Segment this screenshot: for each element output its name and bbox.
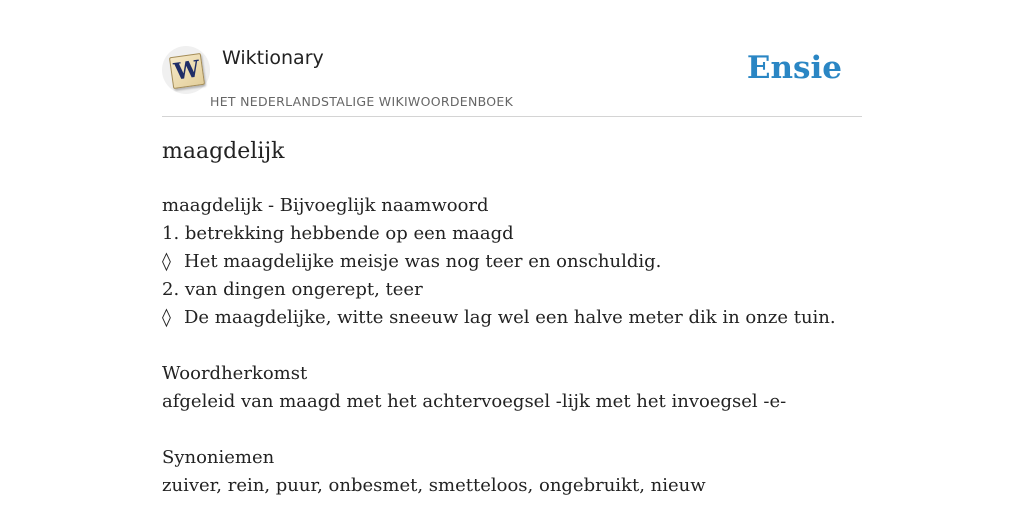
site-subtitle: HET NEDERLANDSTALIGE WIKIWOORDENBOEK — [210, 94, 514, 109]
ensie-brand-logo[interactable]: Ensie — [746, 50, 842, 86]
synonyms-text: zuiver, rein, puur, onbesmet, smetteloos, ongebruikt, nieuw — [162, 475, 706, 496]
wiktionary-logo[interactable] — [162, 46, 210, 94]
section-spacer — [162, 416, 882, 444]
example-diamond-icon: ◊ — [162, 251, 171, 272]
definition-2: 2. van dingen ongerept, teer — [162, 279, 423, 300]
entry-heading: maagdelijk - Bijvoeglijk naamwoord — [162, 195, 489, 216]
section-spacer — [162, 332, 882, 360]
example-2-text: De maagdelijke, witte sneeuw lag wel een halve meter dik in onze tuin. — [184, 307, 836, 328]
example-1 — [162, 248, 882, 276]
example-diamond-icon: ◊ — [162, 307, 171, 328]
etymology-label: Woordherkomst — [162, 363, 308, 384]
example-1-text: Het maagdelijke meisje was nog teer en onschuldig. — [184, 251, 662, 272]
etymology-text: afgeleid van maagd met het achtervoegsel -lijk met het invoegsel -e- — [162, 391, 787, 412]
site-name[interactable]: Wiktionary — [222, 47, 324, 69]
definition-1: 1. betrekking hebbende op een maagd — [162, 223, 514, 244]
synonyms-label: Synoniemen — [162, 447, 275, 468]
example-2 — [162, 304, 882, 332]
entry-content — [162, 192, 882, 500]
site-header — [162, 42, 862, 117]
page-title: maagdelijk — [162, 139, 285, 164]
wiktionary-logo-icon: W — [169, 53, 205, 89]
